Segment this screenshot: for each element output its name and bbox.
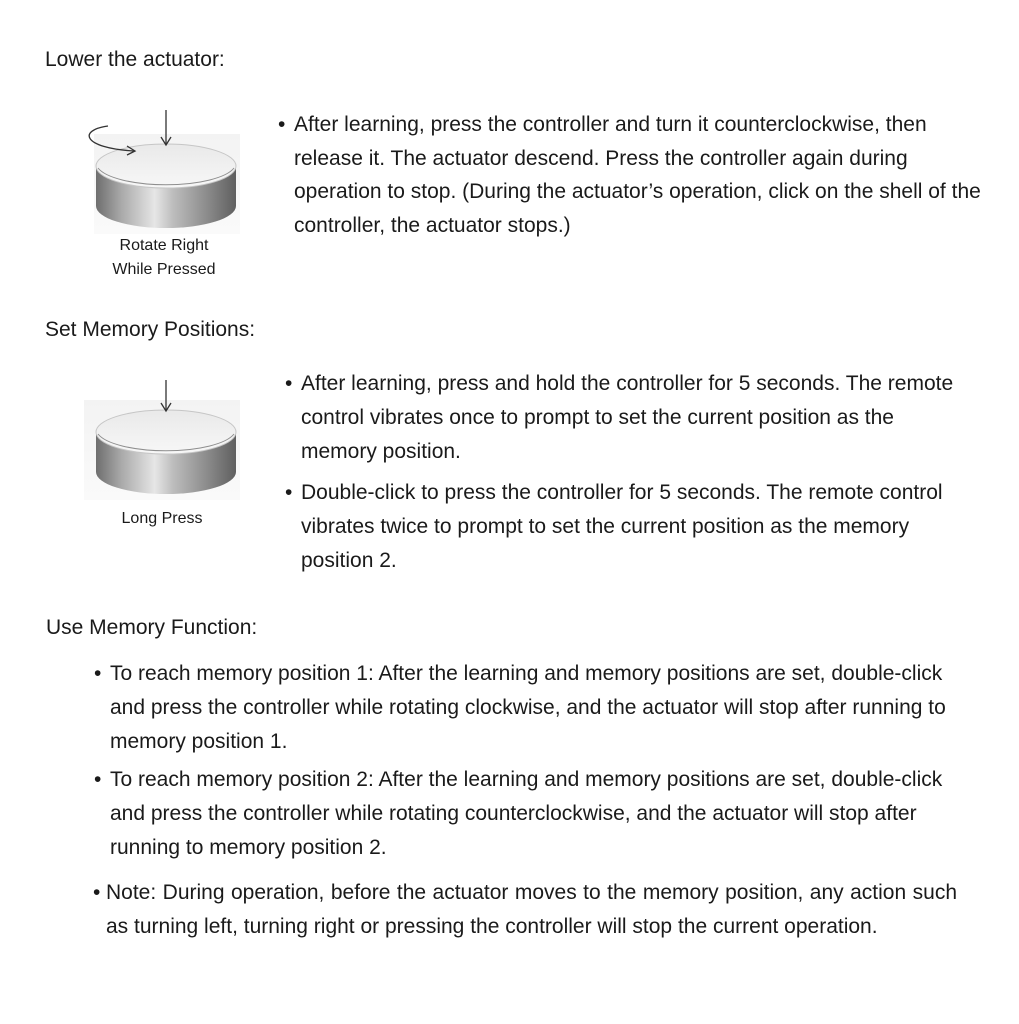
note-paragraph — [93, 876, 957, 944]
caption-line-2: While Pressed — [112, 261, 216, 278]
memory-set-bullet-list — [285, 367, 965, 585]
list-item: • To reach memory position 2: After the learning and memory positions are set, double-click and press the controller while rotating counterclockwise, and the actuator will stop after running to memory position 2. — [94, 763, 974, 865]
heading-use-memory: Use Memory Function: — [46, 616, 258, 639]
heading-lower-actuator: Lower the actuator: — [45, 48, 225, 71]
list-item: • After learning, press and hold the controller for 5 seconds. The remote control vibrates once to prompt to set the current position as the memory position. — [285, 367, 965, 469]
memory-use-bullet-list — [94, 657, 974, 869]
note-bullet: • — [93, 881, 101, 904]
list-item: • After learning, press the controller and turn it counterclockwise, then release it. The actuator descend. Press the controller again during operation to stop. (During the actuator’s operation, click on the shell of the controller, the actuator stops.) — [278, 108, 988, 242]
list-item: • Double-click to press the controller for 5 seconds. The remote control vibrates twice to prompt to set the current position as the memory position 2. — [285, 476, 965, 578]
caption-long-press: Long Press — [121, 510, 203, 527]
knob-long-press-icon — [84, 376, 244, 502]
lower-bullet-list — [278, 108, 988, 242]
note-text: Note: During operation, before the actuator moves to the memory position, any action such as turning left, turning right or pressing the controller will stop the current operation. — [106, 881, 957, 938]
knob-rotate-press-icon — [84, 108, 244, 234]
list-item: • To reach memory position 1: After the learning and memory positions are set, double-click and press the controller while rotating clockwise, and the actuator will stop after running to memory position 1. — [94, 657, 974, 759]
caption-rotate-right — [94, 234, 234, 282]
heading-set-memory: Set Memory Positions: — [45, 318, 256, 341]
caption-line-1: Rotate Right — [119, 237, 209, 254]
